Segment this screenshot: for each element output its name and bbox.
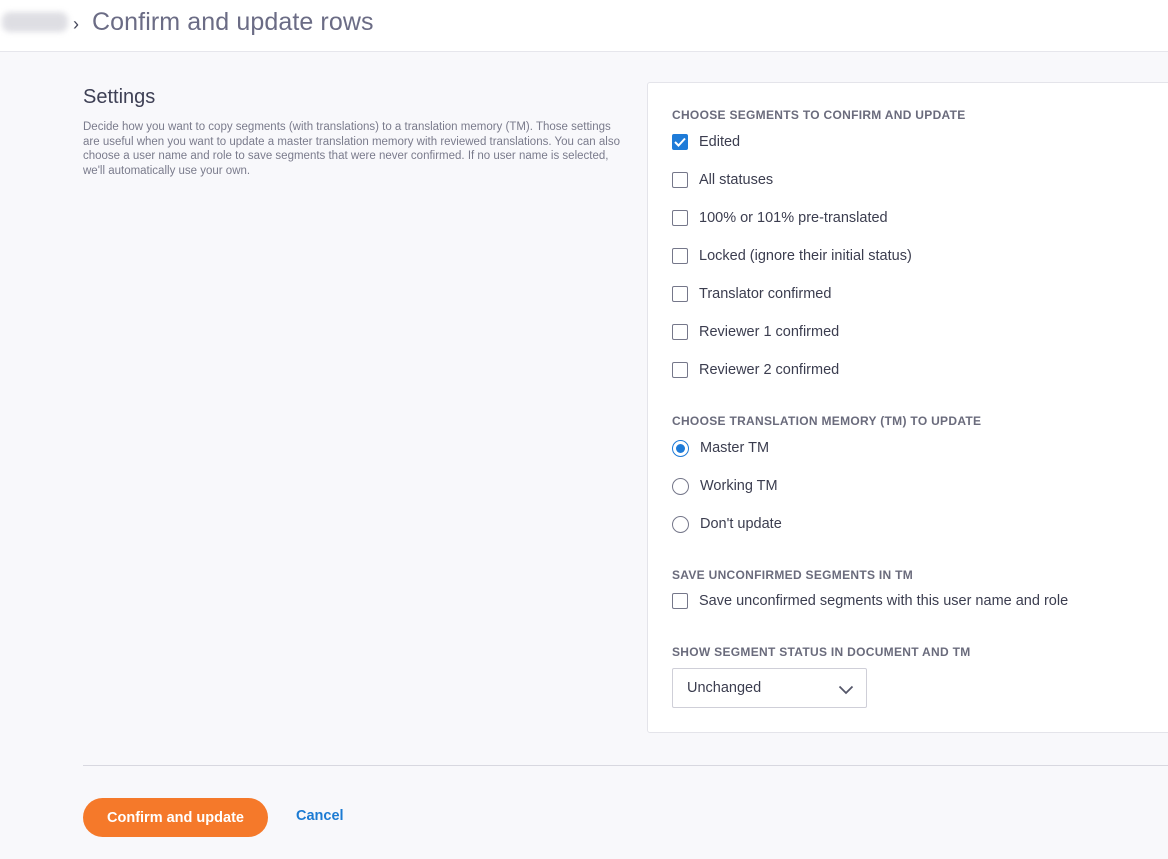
checkbox-icon[interactable] — [672, 210, 688, 226]
checkbox-icon[interactable] — [672, 324, 688, 340]
checkbox-label: Reviewer 1 confirmed — [699, 324, 840, 340]
page-title: Confirm and update rows — [92, 8, 374, 36]
radio-dont-update[interactable] — [672, 514, 782, 534]
chevron-down-icon — [838, 682, 854, 700]
checkbox-save-unconfirmed[interactable] — [672, 591, 1068, 611]
checkbox-icon[interactable] — [672, 286, 688, 302]
checkbox-pre-translated[interactable] — [672, 208, 888, 228]
radio-icon[interactable] — [672, 516, 689, 533]
checkbox-label: Translator confirmed — [699, 286, 832, 302]
radio-label: Working TM — [700, 478, 778, 494]
segment-status-select[interactable] — [672, 668, 867, 708]
tm-heading: CHOOSE TRANSLATION MEMORY (TM) TO UPDATE — [672, 414, 982, 428]
checkbox-reviewer1-confirmed[interactable] — [672, 322, 839, 342]
checkbox-checked-icon[interactable] — [672, 134, 688, 150]
checkbox-label: Reviewer 2 confirmed — [699, 362, 840, 378]
checkbox-all-statuses[interactable] — [672, 170, 773, 190]
checkbox-label: Save unconfirmed segments with this user name and role — [699, 593, 1069, 609]
breadcrumb-parent[interactable] — [2, 12, 68, 32]
radio-icon[interactable] — [672, 478, 689, 495]
select-value: Unchanged — [687, 680, 762, 696]
checkbox-reviewer2-confirmed[interactable] — [672, 360, 839, 380]
radio-working-tm[interactable] — [672, 476, 778, 496]
checkbox-icon[interactable] — [672, 248, 688, 264]
cancel-button[interactable]: Cancel — [296, 808, 344, 824]
segments-heading: CHOOSE SEGMENTS TO CONFIRM AND UPDATE — [672, 108, 966, 122]
status-heading: SHOW SEGMENT STATUS IN DOCUMENT AND TM — [672, 645, 971, 659]
checkbox-icon[interactable] — [672, 593, 688, 609]
checkbox-locked[interactable] — [672, 246, 912, 266]
radio-master-tm[interactable] — [672, 438, 769, 458]
checkbox-icon[interactable] — [672, 172, 688, 188]
checkbox-icon[interactable] — [672, 362, 688, 378]
unconfirmed-heading: SAVE UNCONFIRMED SEGMENTS IN TM — [672, 568, 914, 582]
radio-selected-icon[interactable] — [672, 440, 689, 457]
checkbox-label: All statuses — [699, 172, 774, 188]
settings-title: Settings — [83, 86, 156, 108]
radio-label: Don't update — [700, 516, 782, 532]
breadcrumb-chevron-icon: › — [73, 14, 79, 34]
checkbox-label: Edited — [699, 134, 741, 150]
top-bar — [0, 0, 1168, 52]
footer-divider — [83, 765, 1168, 766]
settings-description: Decide how you want to copy segments (with translations) to a translation memory (TM). Those settings are useful when you want to update a master translation memory with reviewed translations. You can also choose a user name and role to save segments that were never confirmed. If no user name is selected, we'll automatically use your own. — [83, 121, 620, 177]
checkbox-label: Locked (ignore their initial status) — [699, 248, 912, 264]
checkbox-edited[interactable] — [672, 132, 740, 152]
checkbox-label: 100% or 101% pre-translated — [699, 210, 888, 226]
confirm-and-update-button[interactable]: Confirm and update — [83, 798, 268, 837]
radio-label: Master TM — [700, 440, 770, 456]
checkbox-translator-confirmed[interactable] — [672, 284, 831, 304]
